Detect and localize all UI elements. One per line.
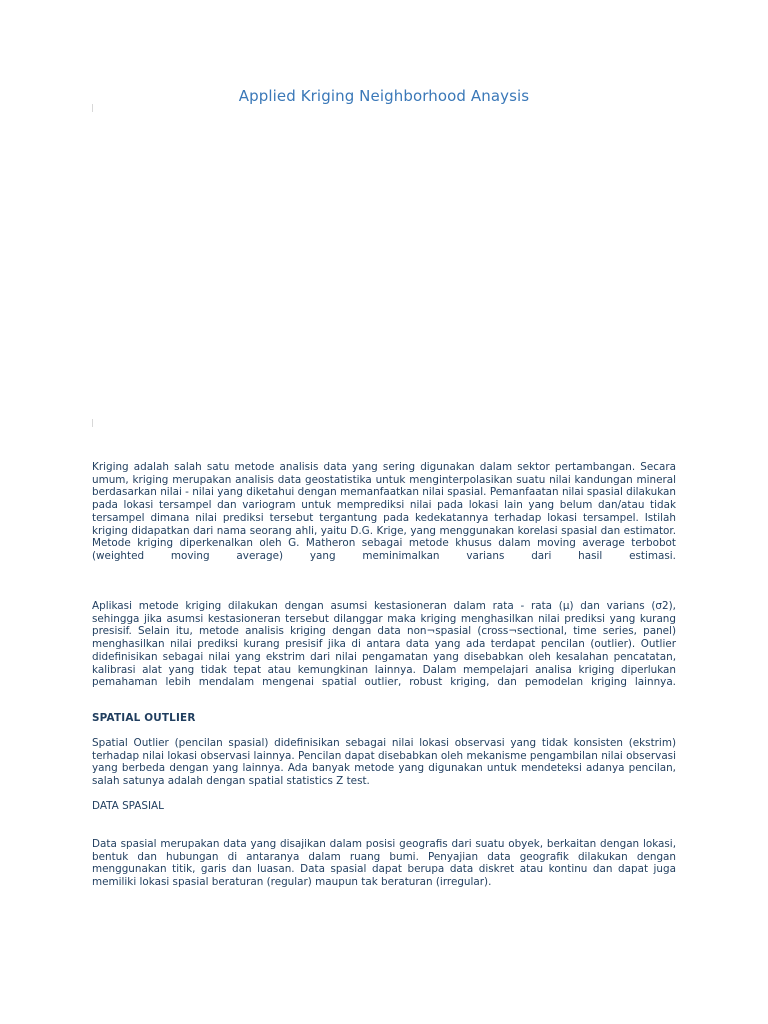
heading-spatial-outlier: SPATIAL OUTLIER (92, 712, 196, 724)
paragraph-text: Kriging adalah salah satu metode analisis data yang sering digunakan dalam sektor pertambangan. Secara umum, kriging merupakan analisis data geostatistika untuk menginterpolasikan suatu nilai kandungan mineral berdasarkan nilai - nilai yang diketahui dengan memanfaatkan nilai spasial. Pemanfaatan nilai spasial dilakukan pada lokasi tersampel dan variogram untuk memprediksi nilai pada lokasi lain yang belum dan/atau tidak tersampel dimana nilai prediksi tersebut tergantung pada kedekatannya terhadap lokasi tersampel. Istilah kriging didapatkan dari nama seorang ahli, yaitu D.G. Krige, yang menggunakan korelasi spasial dan estimator. Metode kriging diperkenalkan oleh G. Matheron sebagai metode khusus dalam moving average terbobot (weighted moving average) yang meminimalkan varians dari hasil estimasi. (92, 461, 676, 562)
paragraph-text: Data spasial merupakan data yang disajikan dalam posisi geografis dari suatu obyek, berkaitan dengan lokasi, bentuk dan hubungan di antaranya dalam ruang bumi. Penyajian data geografik dilakukan dengan menggunakan titik, garis dan luasan. Data spasial dapat berupa data diskret atau kontinu dan dapat juga memiliki lokasi spasial beraturan (regular) maupun tak beraturan (irregular). (92, 838, 676, 889)
paragraph-text: Spatial Outlier (pencilan spasial) didefinisikan sebagai nilai lokasi observasi yang tidak konsisten (ekstrim) terhadap nilai lokasi observasi lainnya. Pencilan dapat disebabkan oleh mekanisme pengambilan nilai observasi yang berbeda dengan yang lainnya. Ada banyak metode yang digunakan untuk mendeteksi adanya pencilan, salah satunya adalah dengan spatial statistics Z test. (92, 737, 676, 788)
paragraph-text: Aplikasi metode kriging dilakukan dengan asumsi kestasioneran dalam rata - rata (μ) dan varians (σ2), sehingga jika asumsi kestasioneran tersebut dilanggar maka kriging menghasilkan nilai prediksi yang kurang presisif. Selain itu, metode analisis kriging dengan data non¬spasial (cross¬sectional, time series, panel) menghasilkan nilai prediksi kurang presisif jika di antara data yang ada terdapat pencilan (outlier). Outlier didefinisikan sebagai nilai yang ekstrim dari nilai pengamatan yang disebabkan oleh kesalahan pencatatan, kalibrasi alat yang tidak tepat atau kemungkinan lainnya. Dalam mempelajari analisa kriging diperlukan pemahaman lebih mendalam mengenai spatial outlier, robust kriging, dan pemodelan kriging lainnya. (92, 600, 676, 689)
paragraph-spatial-outlier (92, 737, 676, 788)
image-placeholder-bottom-mark (92, 419, 93, 427)
paragraph-kriging-intro (92, 461, 676, 563)
image-placeholder-top-mark (92, 104, 93, 112)
paragraph-kriging-application (92, 600, 676, 689)
paragraph-data-spasial (92, 838, 676, 889)
heading-data-spasial: DATA SPASIAL (92, 800, 164, 812)
document-title: Applied Kriging Neighborhood Anaysis (238, 87, 530, 105)
